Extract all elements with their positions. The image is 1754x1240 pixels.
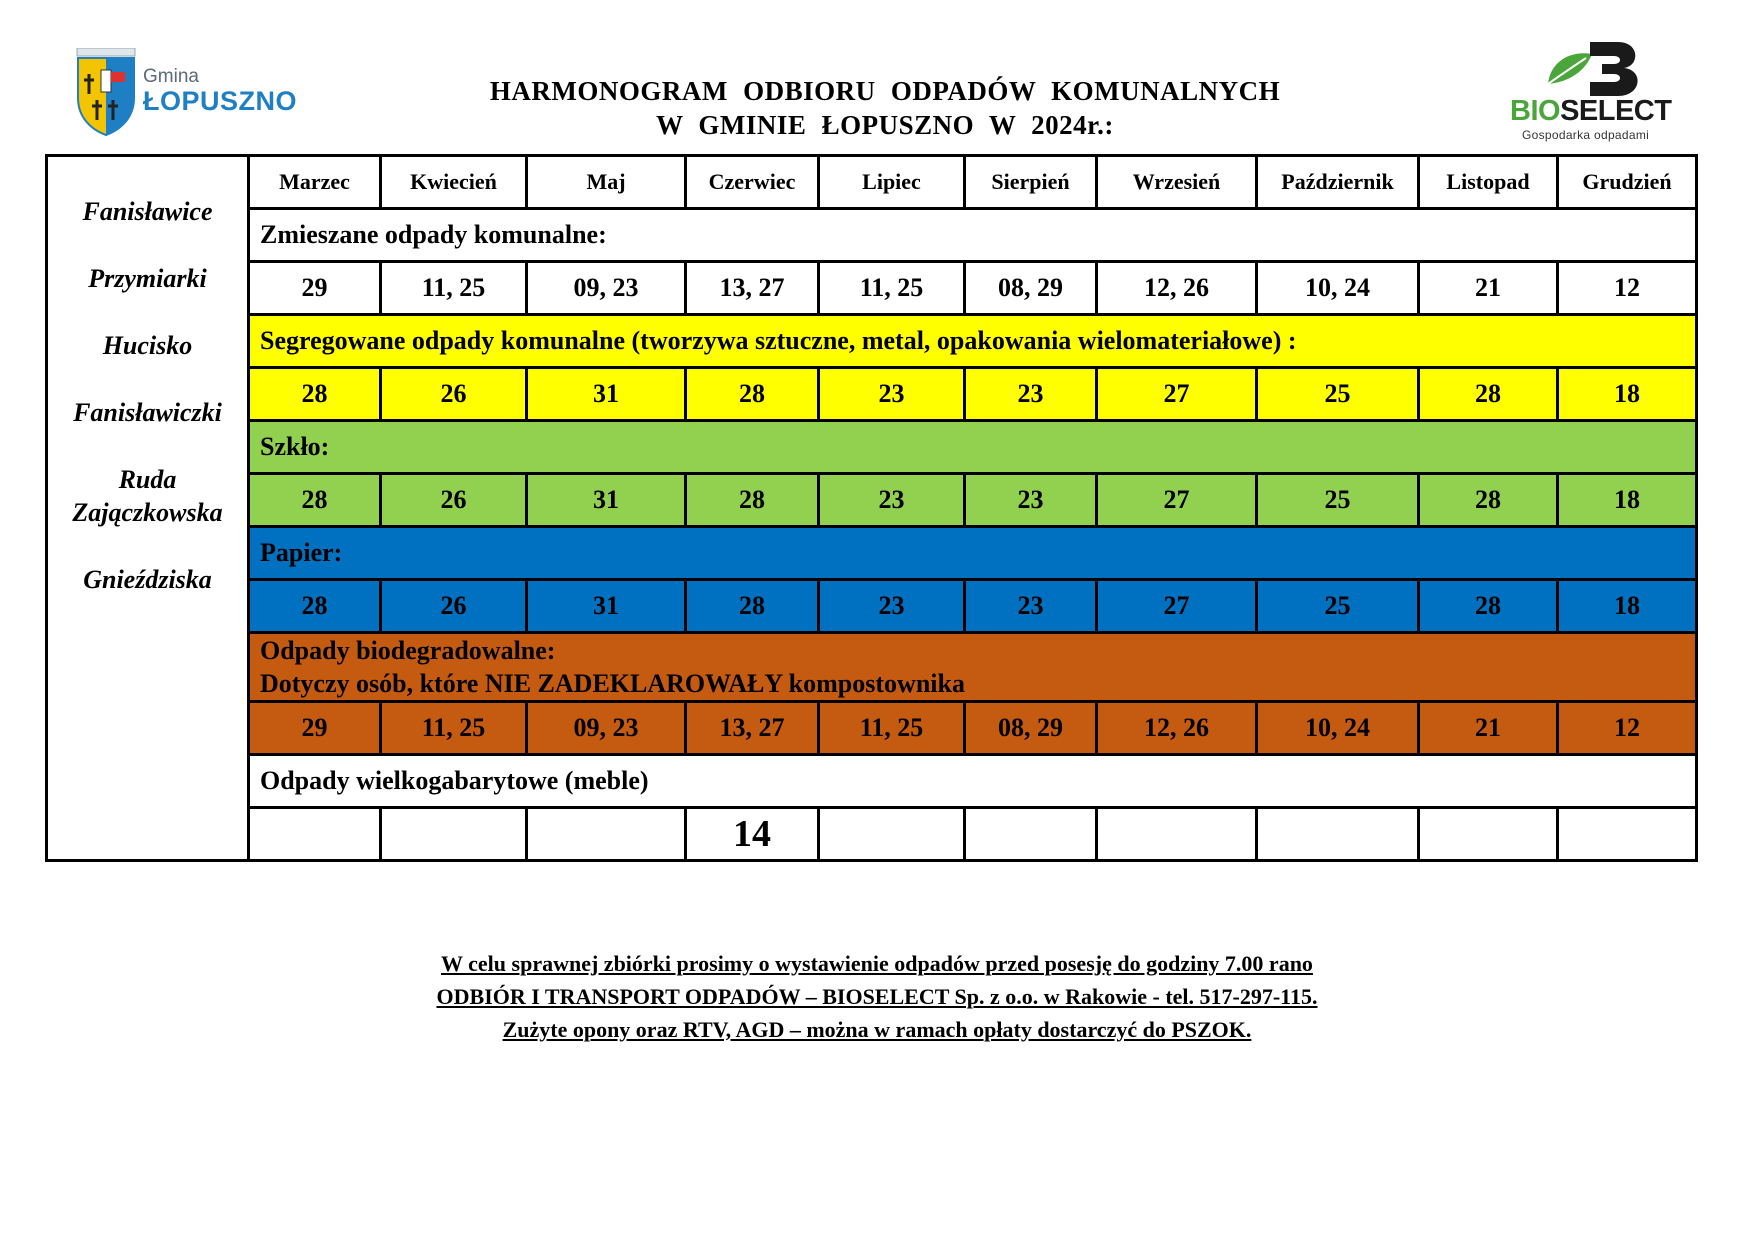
bioselect-b-leaf-icon <box>1540 40 1650 98</box>
date-cell: 08, 29 <box>965 262 1097 315</box>
date-cell: 29 <box>249 702 381 755</box>
category-label-line: Odpady biodegradowalne: <box>260 636 556 665</box>
page-title <box>360 74 1410 142</box>
date-cell: 21 <box>1419 702 1558 755</box>
month-header: Czerwiec <box>686 156 819 209</box>
bioselect-subtitle: Gospodarka odpadami <box>1522 128 1650 142</box>
date-cell: 23 <box>819 368 965 421</box>
dates-row-glass <box>47 474 1697 527</box>
date-cell: 18 <box>1558 580 1697 633</box>
title-line-1: HARMONOGRAM ODBIORU ODPADÓW KOMUNALNYCH <box>489 76 1281 106</box>
footer-line-2: ODBIÓR I TRANSPORT ODPADÓW – BIOSELECT Sp. z o.o. w Rakowie - tel. 517-297-115. <box>436 984 1318 1009</box>
dates-row-mixed <box>47 262 1697 315</box>
date-cell: 25 <box>1257 368 1419 421</box>
month-header: Lipiec <box>819 156 965 209</box>
bioselect-logo <box>1500 40 1690 140</box>
place-name-part: Ruda <box>118 465 177 494</box>
date-cell: 28 <box>1419 580 1558 633</box>
date-cell: 28 <box>249 580 381 633</box>
date-cell: 12, 26 <box>1097 262 1257 315</box>
gmina-name: ŁOPUSZNO <box>143 86 298 116</box>
date-cell: 11, 25 <box>819 702 965 755</box>
date-cell: 23 <box>819 580 965 633</box>
month-header: Maj <box>527 156 686 209</box>
date-cell: 27 <box>1097 368 1257 421</box>
date-cell: 09, 23 <box>527 262 686 315</box>
month-header: Listopad <box>1419 156 1558 209</box>
date-cell: 27 <box>1097 474 1257 527</box>
date-cell: 13, 27 <box>686 702 819 755</box>
date-cell <box>1558 808 1697 861</box>
date-cell: 10, 24 <box>1257 262 1419 315</box>
category-row-bulky <box>47 755 1697 808</box>
place-name: Fanisławiczki <box>73 398 222 427</box>
date-cell <box>249 808 381 861</box>
place-name: Gnieździska <box>83 565 212 594</box>
date-cell: 12, 26 <box>1097 702 1257 755</box>
date-cell: 11, 25 <box>381 702 527 755</box>
date-cell: 25 <box>1257 474 1419 527</box>
gmina-word: Gmina <box>143 66 199 87</box>
date-cell: 31 <box>527 474 686 527</box>
month-header: Wrzesień <box>1097 156 1257 209</box>
date-cell: 28 <box>686 368 819 421</box>
date-cell <box>1419 808 1558 861</box>
date-cell: 25 <box>1257 580 1419 633</box>
date-cell: 09, 23 <box>527 702 686 755</box>
month-header: Kwiecień <box>381 156 527 209</box>
date-cell: 27 <box>1097 580 1257 633</box>
place-name: Przymiarki <box>88 264 207 293</box>
bioselect-wordmark <box>1510 95 1671 128</box>
date-cell: 28 <box>249 474 381 527</box>
gmina-coat-of-arms-icon <box>75 48 137 136</box>
months-row <box>47 156 1697 209</box>
category-label: Zmieszane odpady komunalne: <box>249 209 1697 262</box>
category-label: Segregowane odpady komunalne (tworzywa sztuczne, metal, opakowania wielomateriałowe) : <box>249 315 1697 368</box>
dates-row-bio <box>47 702 1697 755</box>
date-cell <box>381 808 527 861</box>
date-cell: 29 <box>249 262 381 315</box>
collection-schedule-table <box>45 154 1698 862</box>
place-name: Fanisławice <box>82 197 213 226</box>
dates-row-segregated <box>47 368 1697 421</box>
footer-notes <box>0 947 1754 1046</box>
date-cell: 13, 27 <box>686 262 819 315</box>
dates-row-bulky <box>47 808 1697 861</box>
category-label <box>249 633 1697 702</box>
category-row-segregated <box>47 315 1697 368</box>
month-header: Marzec <box>249 156 381 209</box>
title-line-2: W GMINIE ŁOPUSZNO W 2024r.: <box>656 110 1114 140</box>
date-cell: 28 <box>1419 474 1558 527</box>
date-cell: 23 <box>965 580 1097 633</box>
date-cell <box>527 808 686 861</box>
date-cell: 11, 25 <box>381 262 527 315</box>
date-cell: 28 <box>686 580 819 633</box>
date-cell: 14 <box>686 808 819 861</box>
category-label: Szkło: <box>249 421 1697 474</box>
date-cell <box>965 808 1097 861</box>
date-cell: 28 <box>1419 368 1558 421</box>
category-row-paper <box>47 527 1697 580</box>
date-cell: 23 <box>965 474 1097 527</box>
date-cell: 08, 29 <box>965 702 1097 755</box>
date-cell: 28 <box>686 474 819 527</box>
footer-line-3: Zużyte opony oraz RTV, AGD – można w ramach opłaty dostarczyć do PSZOK. <box>502 1017 1252 1042</box>
category-row-bio <box>47 633 1697 702</box>
date-cell <box>819 808 965 861</box>
category-label: Odpady wielkogabarytowe (meble) <box>249 755 1697 808</box>
date-cell: 10, 24 <box>1257 702 1419 755</box>
month-header: Październik <box>1257 156 1419 209</box>
place-name: Hucisko <box>102 331 193 360</box>
date-cell: 26 <box>381 580 527 633</box>
category-label: Papier: <box>249 527 1697 580</box>
date-cell: 18 <box>1558 474 1697 527</box>
category-row-mixed <box>47 209 1697 262</box>
date-cell: 31 <box>527 368 686 421</box>
date-cell <box>1097 808 1257 861</box>
dates-row-paper <box>47 580 1697 633</box>
date-cell: 23 <box>819 474 965 527</box>
place-name-part: Zajączkowska <box>72 498 223 527</box>
footer-line-1: W celu sprawnej zbiórki prosimy o wystawienie odpadów przed posesję do godziny 7.00 rano <box>441 951 1313 976</box>
month-header: Sierpień <box>965 156 1097 209</box>
bioselect-wordmark-bio: BIO <box>1510 95 1561 127</box>
places-cell <box>47 156 249 861</box>
date-cell <box>1257 808 1419 861</box>
date-cell: 23 <box>965 368 1097 421</box>
bioselect-wordmark-select: SELECT <box>1560 95 1672 127</box>
date-cell: 11, 25 <box>819 262 965 315</box>
gmina-lopuszno-logo <box>75 48 305 138</box>
date-cell: 26 <box>381 474 527 527</box>
date-cell: 26 <box>381 368 527 421</box>
date-cell: 21 <box>1419 262 1558 315</box>
date-cell: 18 <box>1558 368 1697 421</box>
date-cell: 28 <box>249 368 381 421</box>
date-cell: 12 <box>1558 702 1697 755</box>
category-label-note: Dotyczy osób, które NIE ZADEKLAROWAŁY kompostownika <box>260 669 965 698</box>
category-row-glass <box>47 421 1697 474</box>
date-cell: 12 <box>1558 262 1697 315</box>
date-cell: 31 <box>527 580 686 633</box>
place-name-ruda-zajaczkowska <box>48 463 247 529</box>
month-header: Grudzień <box>1558 156 1697 209</box>
